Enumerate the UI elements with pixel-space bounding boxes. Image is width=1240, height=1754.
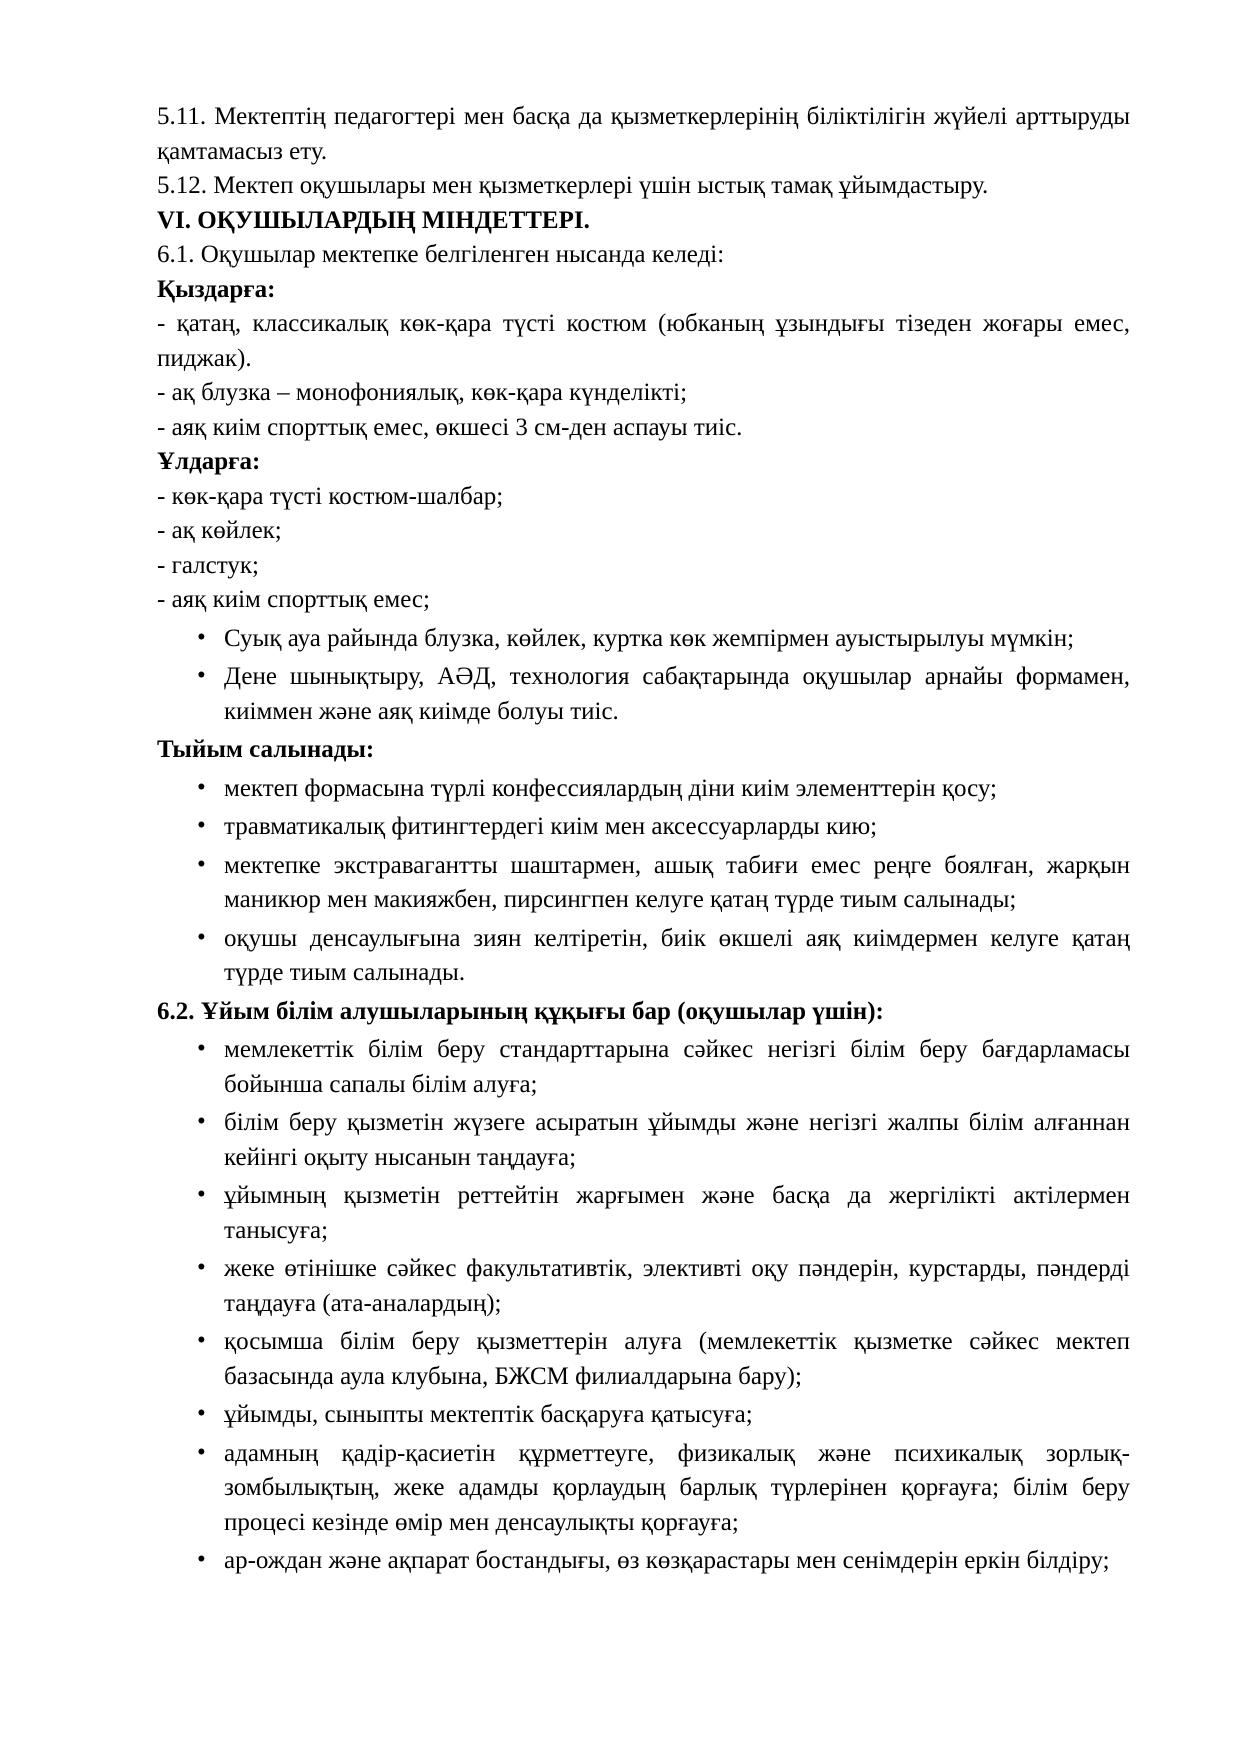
subheading-girls: Қыздарға: <box>157 275 276 303</box>
bullet-icon: • <box>197 773 206 801</box>
list-item-quality-education <box>157 1033 1130 1102</box>
bullet-icon: • <box>197 1327 206 1354</box>
bullet-icon: • <box>197 850 206 878</box>
list-item-extravagant-hair <box>157 849 1130 918</box>
list-item-text: жеке өтінішке сәйкес факультативтік, элективті оқу пәндерін, курстарды, пәндерді таңдауға (ата-аналардың); <box>224 1255 1130 1317</box>
list-item-dignity-protection <box>157 1437 1130 1541</box>
list-item-text: қосымша білім беру қызметтерін алуға (мемлекеттік қызметке сәйкес мектеп базасында аула клубына, БЖСМ филиалдарына бару); <box>224 1328 1130 1390</box>
list-item-text: ұйымды, сыныпты мектептік басқаруға қатысуға; <box>224 1401 753 1428</box>
paragraph-5-12: 5.12. Мектеп оқушылары мен қызметкерлері үшін ыстық тамақ ұйымдастыру. <box>157 172 989 199</box>
list-item-text: адамның қадір-қасиетін құрметтеуге, физикалық және психикалық зорлық-зомбылықтың, жеке адамды қорлаудың барлық түрлерінен қорғауға; білім беру процесі кезінде өмір мен денсаулықты қорғауға; <box>224 1439 1130 1536</box>
list-item-religious-elements <box>157 772 1130 807</box>
list-item-text: Суық ауа райында блузка, көйлек, куртка көк жемпірмен ауыстырылуы мүмкін; <box>224 624 1075 652</box>
list-item-freedom-of-expression <box>157 1544 1130 1579</box>
subheading-boys: Ұлдарға: <box>157 448 261 475</box>
list-item-school-governance <box>157 1398 1130 1433</box>
list-item-choose-organization <box>157 1106 1130 1175</box>
list-item-high-heels <box>157 922 1130 991</box>
bullet-icon: • <box>197 1438 206 1466</box>
bullet-icon: • <box>197 1108 206 1135</box>
bullet-icon: • <box>197 923 206 951</box>
bullet-icon: • <box>197 1181 206 1208</box>
bullet-icon: • <box>197 623 206 651</box>
dash-item-boys-suit: - көк-қара түсті костюм-шалбар; <box>157 482 504 510</box>
dash-item-boys-tie: - галстук; <box>157 551 259 579</box>
list-item-cold-weather <box>157 622 1130 657</box>
list-item-text: мектепке экстравагантты шаштармен, ашық табиғи емес реңге боялған, жарқын маникюр мен макияжбен, пирсингпен келуге қатаң түрде тиым салынады; <box>224 851 1130 913</box>
dash-item-girls-blouse: - ақ блузка – монофониялық, көк-қара күнделікті; <box>157 379 688 406</box>
paragraph-5-11: 5.11. Мектептің педагогтері мен басқа да қызметкерлерінің біліктілігін жүйелі арттыруды қамтамасыз ету. <box>157 103 1130 165</box>
list-item-traumatic-fittings <box>157 810 1130 845</box>
list-item-text: мемлекеттік білім беру стандарттарына сәйкес негізгі білім беру бағдарламасы бойынша сапалы білім алуға; <box>224 1036 1130 1098</box>
list-item-text: мектеп формасына түрлі конфессиялардың діни киім элементтерін қосу; <box>224 774 997 802</box>
bullet-icon: • <box>197 1254 206 1281</box>
list-item-pe-uniform <box>157 660 1130 729</box>
bullet-icon: • <box>197 812 206 839</box>
paragraph-6-1: 6.1. Оқушылар мектепке белгіленген нысанда келеді: <box>157 241 725 268</box>
list-item-text: оқушы денсаулығына зиян келтіретін, биік өкшелі аяқ киімдермен келуге қатаң түрде тиым салынады. <box>224 924 1130 986</box>
list-item-text: білім беру қызметін жүзеге асыратын ұйымды және негізгі жалпы білім алғаннан кейінгі оқыту нысанын таңдауға; <box>224 1109 1130 1171</box>
list-item-elective-subjects <box>157 1252 1130 1321</box>
dash-item-boys-shirt: - ақ көйлек; <box>157 517 282 544</box>
list-item-additional-services <box>157 1325 1130 1394</box>
dash-item-girls-shoes: - аяқ киім спорттық емес, өкшесі 3 см-ден аспауы тиіс. <box>157 413 743 441</box>
list-item-text: травматикалық фитингтердегі киім мен аксессуарларды кию; <box>224 813 878 840</box>
bullet-icon: • <box>197 1400 206 1427</box>
subheading-forbidden: Тыйым салынады: <box>157 736 375 763</box>
list-item-text: ар-ождан және ақпарат бостандығы, өз көзқарастары мен сенімдерін еркін білдіру; <box>224 1547 1110 1574</box>
dash-item-boys-shoes: - аяқ киім спорттық емес; <box>157 586 430 613</box>
dash-item-girls-suit: - қатаң, классикалық көк-қара түсті костюм (юбканың ұзындығы тізеден жоғары емес, пиджак). <box>157 310 1130 372</box>
section-heading-vi: VI. ОҚУШЫЛАРДЫҢ МІНДЕТТЕРІ. <box>157 206 590 234</box>
section-heading-6-2: 6.2. Ұйым білім алушыларының құқығы бар (оқушылар үшін): <box>157 997 884 1025</box>
bullet-icon: • <box>197 1546 206 1573</box>
list-item-charter-acquaintance <box>157 1179 1130 1248</box>
bullet-icon: • <box>197 662 206 689</box>
list-item-text: Дене шынықтыру, АӘД, технология сабақтарында оқушылар арнайы формамен, киіммен және аяқ киімде болуы тиіс. <box>224 663 1130 725</box>
bullet-icon: • <box>197 1035 206 1062</box>
list-item-text: ұйымның қызметін реттейтін жарғымен және басқа да жергілікті актілермен танысуға; <box>224 1182 1130 1244</box>
